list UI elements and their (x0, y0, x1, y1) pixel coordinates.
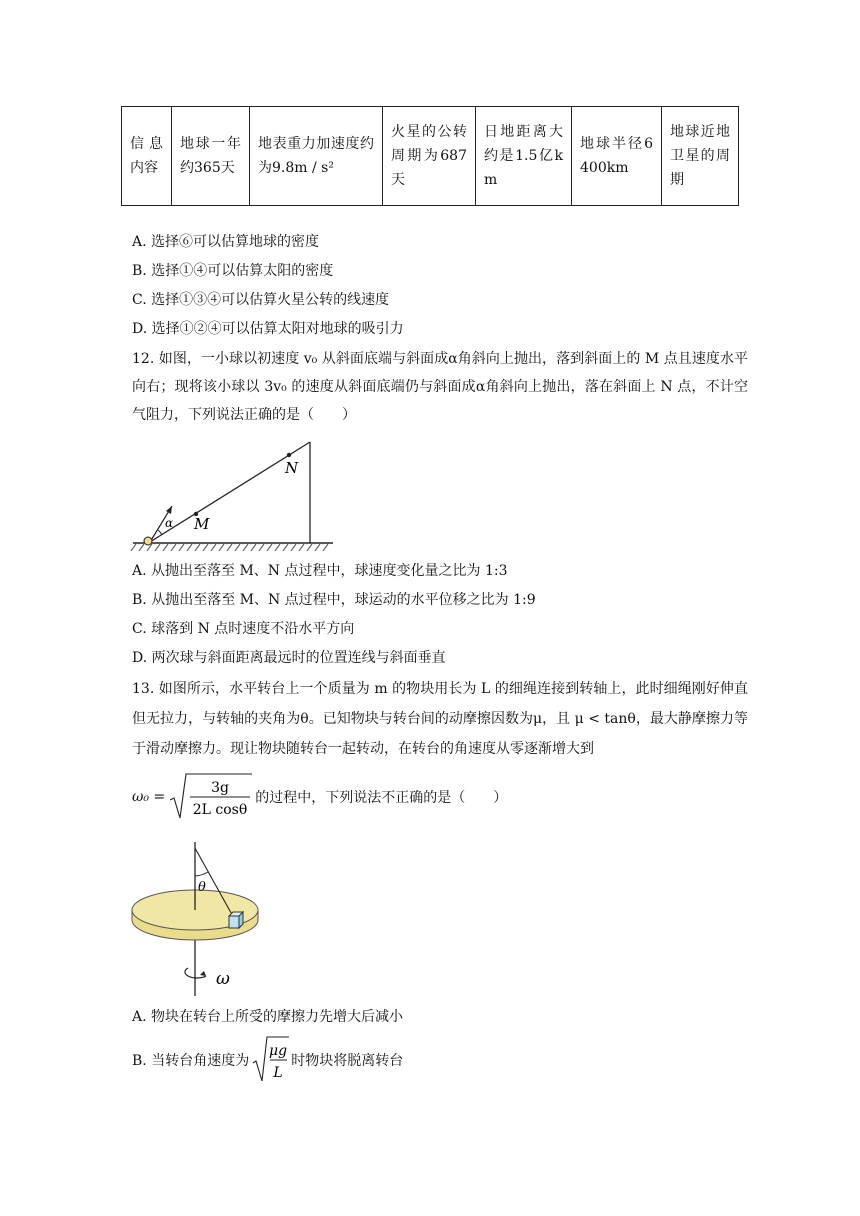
sqrt-fraction-omega0 (168, 772, 252, 822)
q13-option-b (132, 1035, 403, 1085)
q11-option-d: D. 选择①②④可以估算太阳对地球的吸引力 (132, 321, 404, 337)
table-row (122, 107, 739, 206)
table-cell: 地球一年约365天 (172, 107, 250, 206)
table-row-header: 信息内容 (122, 107, 172, 206)
block (229, 912, 243, 928)
q13-turntable-figure (128, 840, 268, 1000)
q12-option-a: A. 从抛出至落至 M、N 点过程中，球速度变化量之比为 1:3 (132, 563, 508, 579)
incline-line (150, 442, 310, 542)
q11-option-c: C. 选择①③④可以估算火星公转的线速度 (132, 292, 390, 308)
point-n (287, 453, 291, 457)
q12-option-c: C. 球落到 N 点时速度不沿水平方向 (132, 621, 355, 637)
table-cell: 地表重力加速度约为9.8m / s² (250, 107, 383, 206)
q12-option-b: B. 从抛出至落至 M、N 点过程中，球运动的水平位移之比为 1:9 (132, 592, 536, 608)
label-alpha: α (165, 516, 174, 530)
option-b-prefix: B. 当转台角速度为 (132, 1053, 250, 1069)
q11-option-b: B. 选择①④可以估算太阳的密度 (132, 263, 334, 279)
omega0-denominator: 2L cosθ (192, 802, 248, 818)
q13-formula-line (132, 772, 507, 822)
table-cell: 火星的公转周期为687天 (383, 107, 476, 206)
omega0-numerator: 3g (211, 780, 230, 796)
label-theta: θ (198, 880, 206, 895)
alpha-arc (158, 530, 162, 535)
q13-stem: 13. 如图所示，水平转台上一个质量为 m 的物块用长为 L 的细绳连接到转轴上，此时细绳刚好伸直但无拉力，与转轴的夹角为θ。已知物块与转台间的动摩擦因数为μ，且 μ < tanθ，最大静摩擦力等于滑动摩擦力。现让物块随转台一起转动，在转台的角速度从零逐渐增大到 (132, 681, 748, 757)
q12-option-d: D. 两次球与斜面距离最远时的位置连线与斜面垂直 (132, 650, 446, 666)
table-cell: 地球半径6400km (572, 107, 662, 206)
theta-arc (195, 872, 208, 876)
q12-incline-figure (128, 432, 338, 554)
info-table (121, 106, 739, 206)
option-b-suffix: 时物块将脱离转台 (291, 1053, 404, 1069)
sqrt-fraction-mug-l (251, 1035, 289, 1085)
table-cell: 地球近地卫星的周期 (662, 107, 739, 206)
arrow-head (166, 506, 172, 514)
omega0-lhs: ω₀ = (132, 789, 166, 805)
l-denominator: L (273, 1065, 283, 1081)
ball (144, 537, 152, 545)
q12-stem: 12. 如图，一小球以初速度 v₀ 从斜面底端与斜面成α角斜向上抛出，落到斜面上的 M 点且速度水平向右；现将该小球以 3v₀ 的速度从斜面底端仍与斜面成α角斜向上抛出，落在斜面上 N 点，不计空气阻力，下列说法正确的是（ ） (132, 351, 748, 423)
mug-numerator: μg (269, 1043, 288, 1059)
q13-option-a: A. 物块在转台上所受的摩擦力先增大后减小 (132, 1009, 404, 1025)
q11-option-a: A. 选择⑥可以估算地球的密度 (132, 234, 320, 250)
label-m: M (194, 515, 210, 533)
table-cell: 日地距离大约是1.5亿km (476, 107, 572, 206)
q13-stem-tail: 的过程中，下列说法不正确的是（ ） (255, 790, 508, 806)
label-n: N (285, 459, 299, 477)
label-omega: ω (216, 969, 230, 989)
